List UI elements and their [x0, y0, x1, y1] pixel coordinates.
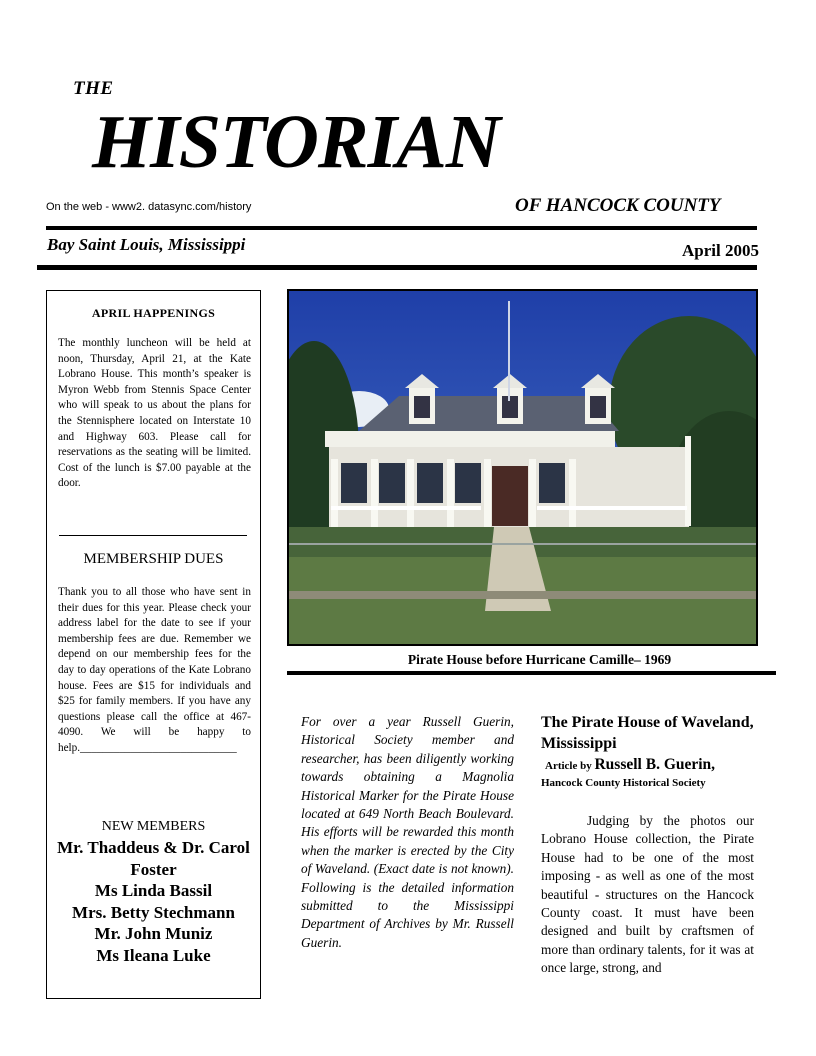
masthead-title: HISTORIAN [92, 100, 500, 184]
members-list [47, 837, 260, 966]
sidebar-box [46, 290, 261, 999]
byline-prefix: Article by [545, 760, 592, 772]
members-heading: NEW MEMBERS [101, 819, 206, 834]
article-title: The Pirate House of Waveland, Mississippi [541, 714, 754, 752]
article-body: Judging by the photos our Lobrano House collection, the Pirate House had to be one of the most imposing - as well as one of the most beautiful - structures on the Hancock County coast. It must have been designed and built by craftsmen of more than ordinary talents, for it was at once large, strong, and [541, 813, 754, 976]
location-line: Bay Saint Louis, Mississippi [47, 235, 246, 254]
issue-date: April 2005 [682, 241, 759, 260]
member-name: Ms Linda Bassil [94, 881, 213, 900]
pirate-house-photo [287, 289, 758, 646]
sidebar-divider [59, 535, 247, 536]
member-name: Mr. John Muniz [94, 924, 213, 943]
author-organization: Hancock County Historical Society [541, 777, 706, 789]
masthead-the: THE [73, 78, 114, 99]
dues-heading: MEMBERSHIP DUES [83, 551, 224, 567]
happenings-text: The monthly luncheon will be held at noon, Thursday, April 21, at the Kate Lobrano House. This month’s speaker is Myron Webb from Stennis Space Center who will speak to us about the plans for the Stennisphere located on Interstate 10 and Highway 603. Please call for reservations as the seating will be limited. Cost of the lunch is $7.00 payable at the door. [58, 337, 251, 490]
caption-rule [287, 671, 776, 675]
member-name: Ms Ileana Luke [96, 945, 211, 965]
masthead-subtitle: OF HANCOCK COUNTY [515, 195, 721, 216]
article-byline [545, 756, 785, 774]
divider-rule [46, 226, 757, 230]
website-line: On the web - www2. datasync.com/history [46, 201, 252, 213]
photo-caption: Pirate House before Hurricane Camille– 1969 [407, 652, 672, 667]
author-name: Russell B. Guerin, [594, 756, 716, 773]
divider-rule [37, 265, 757, 270]
intro-text: For over a year Russell Guerin, Historical Society member and researcher, has been diligently working towards obtaining a Magnolia Historical Marker for the Pirate House located at 649 North Beach Boulevard. His efforts will be rewarded this month when the marker is erected by the City of Waveland. (Exact date is not known). Following is the detailed information submitted to the Mississippi Department of Archives by Mr. Russell Guerin. [301, 714, 514, 950]
happenings-heading: APRIL HAPPENINGS [91, 306, 216, 320]
member-name: Mrs. Betty Stechmann [72, 902, 235, 922]
dues-text: Thank you to all those who have sent in their dues for this year. Please check your address label for the date to see if your membership fees are due. Remember we depend on our membership fees for the day to day operations of the Kate Lobrano house. Fees are $15 for individuals and $25 for family members. If you have any questions please call the office at 467-4090. We will be happy to help.____________________________ [58, 586, 251, 754]
member-name: Mr. Thaddeus & Dr. Carol Foster [57, 838, 250, 879]
